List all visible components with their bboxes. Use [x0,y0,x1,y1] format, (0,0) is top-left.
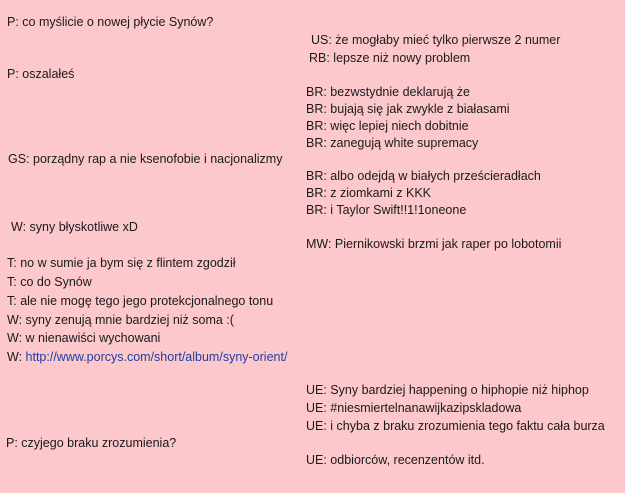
chat-line: BR: zanegują white supremacy [306,136,479,150]
chat-line: BR: więc lepiej niech dobitnie [306,119,469,133]
chat-line: BR: z ziomkami z KKK [306,186,432,200]
chat-line: P: czyjego braku zrozumienia? [6,436,177,450]
chat-line: T: no w sumie ja bym się z flintem zgodził [7,256,236,270]
chat-line [7,349,287,366]
album-link[interactable]: http://www.porcys.com/short/album/syny-orient/ [25,350,288,364]
chat-line: BR: bezwstydnie deklarują że [306,85,470,99]
chat-line: GS: porządny rap a nie ksenofobie i nacjonalizmy [8,152,283,166]
chat-line: BR: i Taylor Swift!!1!1oneone [306,203,467,217]
chat-line: T: co do Synów [7,275,92,289]
chat-line: RB: lepsze niż nowy problem [309,51,471,65]
chat-line: BR: bujają się jak zwykle z białasami [306,102,510,116]
chat-line: UE: i chyba z braku zrozumienia tego faktu cała burza [306,419,605,433]
chat-line: UE: #niesmiertelnanawijkazipskladowa [306,401,522,415]
chat-line: UE: odbiorców, recenzentów itd. [306,453,485,467]
chat-line: BR: albo odejdą w białych prześcieradłach [306,169,541,183]
chat-line: W: w nienawiści wychowani [7,331,161,345]
chat-line: UE: Syny bardziej happening o hiphopie niż hiphop [306,383,589,397]
chat-line: W: syny zenują mnie bardziej niż soma :( [7,313,234,327]
chat-line: P: oszalałeś [7,67,75,81]
chat-line: MW: Piernikowski brzmi jak raper po lobotomii [306,237,562,251]
chat-line: T: ale nie mogę tego jego protekcjonalnego tonu [7,294,274,308]
chat-line: W: syny błyskotliwe xD [11,220,138,234]
chat-line: P: co myślicie o nowej płycie Synów? [7,15,214,29]
chat-line-prefix: W: [7,350,26,364]
chat-line: US: że mogłaby mieć tylko pierwsze 2 numer [311,33,561,47]
